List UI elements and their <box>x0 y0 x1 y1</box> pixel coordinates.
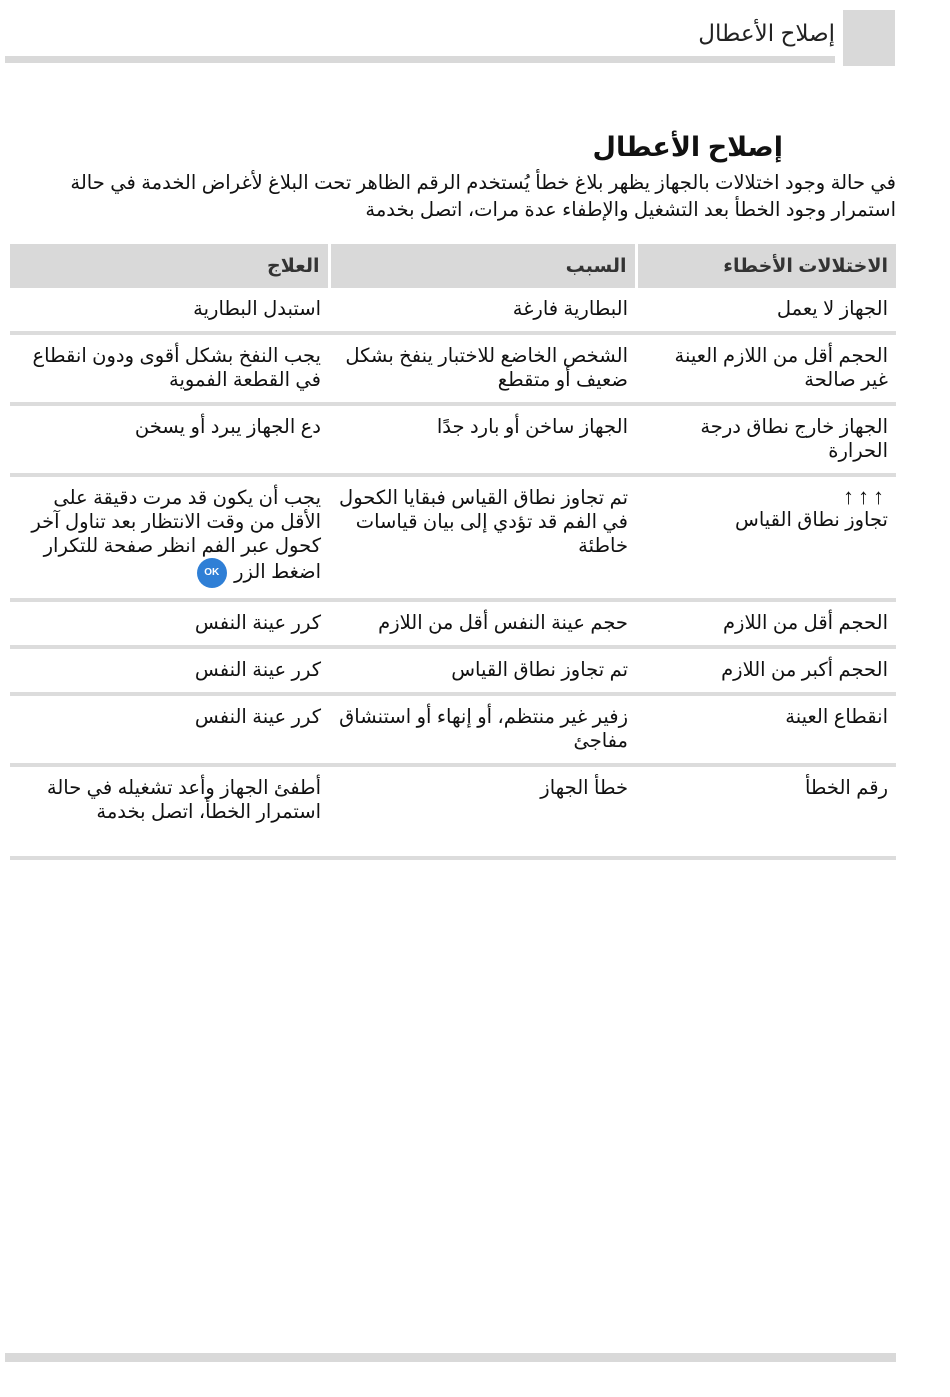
remedy-cell: دع الجهاز يبرد أو يسخن <box>10 404 329 475</box>
fault-cell: الحجم أقل من اللازم <box>636 600 896 647</box>
fault-cell: انقطاع العينة <box>636 694 896 765</box>
cause-cell: حجم عينة النفس أقل من اللازم <box>329 600 636 647</box>
table-row <box>10 288 896 333</box>
remedy-cell: كرر عينة النفس <box>10 647 329 694</box>
up-arrows-icon: ↑↑↑ <box>843 484 888 509</box>
fault-cell: الحجم أكبر من اللازم <box>636 647 896 694</box>
fault-cell: رقم الخطأ <box>636 765 896 858</box>
footer-divider <box>5 1353 896 1362</box>
table-row <box>10 333 896 404</box>
fault-cell: الجهاز خارج نطاق درجة الحرارة <box>636 404 896 475</box>
table-row <box>10 600 896 647</box>
fault-cell: الحجم أقل من اللازم العينة غير صالحة <box>636 333 896 404</box>
remedy-cell <box>10 475 329 600</box>
header-divider <box>5 56 835 63</box>
remedy-cell: أطفئ الجهاز وأعد تشغيله في حالة استمرار الخطأ، اتصل بخدمة <box>10 765 329 858</box>
table-row <box>10 475 896 600</box>
ok-button-icon: OK <box>197 558 227 588</box>
table-header-row <box>10 244 896 288</box>
remedy-cell: كرر عينة النفس <box>10 694 329 765</box>
section-title: إصلاح الأعطال <box>592 132 783 162</box>
fault-cell <box>636 475 896 600</box>
cause-cell: البطارية فارغة <box>512 298 628 320</box>
cause-cell: الجهاز ساخن أو بارد جدًا <box>329 404 636 475</box>
header-remedy: العلاج <box>10 244 329 288</box>
remedy-cell: كرر عينة النفس <box>10 600 329 647</box>
cause-cell: تم تجاوز نطاق القياس <box>329 647 636 694</box>
intro-paragraph: في حالة وجود اختلالات بالجهاز يظهر بلاغ خطأ يُستخدم الرقم الظاهر تحت البلاغ لأغراض الخدمة في حالة استمرار وجود الخطأ بعد التشغيل والإطفاء عدة مرات، اتصل بخدمة <box>70 172 896 221</box>
cause-cell: تم تجاوز نطاق القياس فبقايا الكحول في الفم قد تؤدي إلى بيان قياسات خاطئة <box>329 475 636 600</box>
table-row <box>10 647 896 694</box>
remedy-cell: استبدل البطارية <box>193 298 321 320</box>
header-title: إصلاح الأعطال <box>698 20 835 46</box>
table-row <box>10 765 896 858</box>
table-row <box>10 694 896 765</box>
fault-text: تجاوز نطاق القياس <box>735 509 888 531</box>
fault-cell: الجهاز لا يعمل <box>776 298 888 320</box>
remedy-cell: يجب النفخ بشكل أقوى ودون انقطاع في القطعة الفموية <box>10 333 329 404</box>
cause-cell: خطأ الجهاز <box>329 765 636 858</box>
cause-cell: الشخص الخاضع للاختبار ينفخ بشكل ضعيف أو متقطع <box>329 333 636 404</box>
cause-cell: زفير غير منتظم، أو إنهاء أو استنشاق مفاجئ <box>329 694 636 765</box>
troubleshooting-table <box>10 244 896 860</box>
header-tab-decoration <box>843 10 895 66</box>
header-fault: الاختلالات الأخطاء <box>636 244 896 288</box>
remedy-text: يجب أن يكون قد مرت دقيقة على الأقل من وقت الانتظار بعد تناول آخر كحول عبر الفم انظر صفحة للتكرار اضغط الزر <box>31 487 321 584</box>
header-cause: السبب <box>329 244 636 288</box>
table-row <box>10 404 896 475</box>
